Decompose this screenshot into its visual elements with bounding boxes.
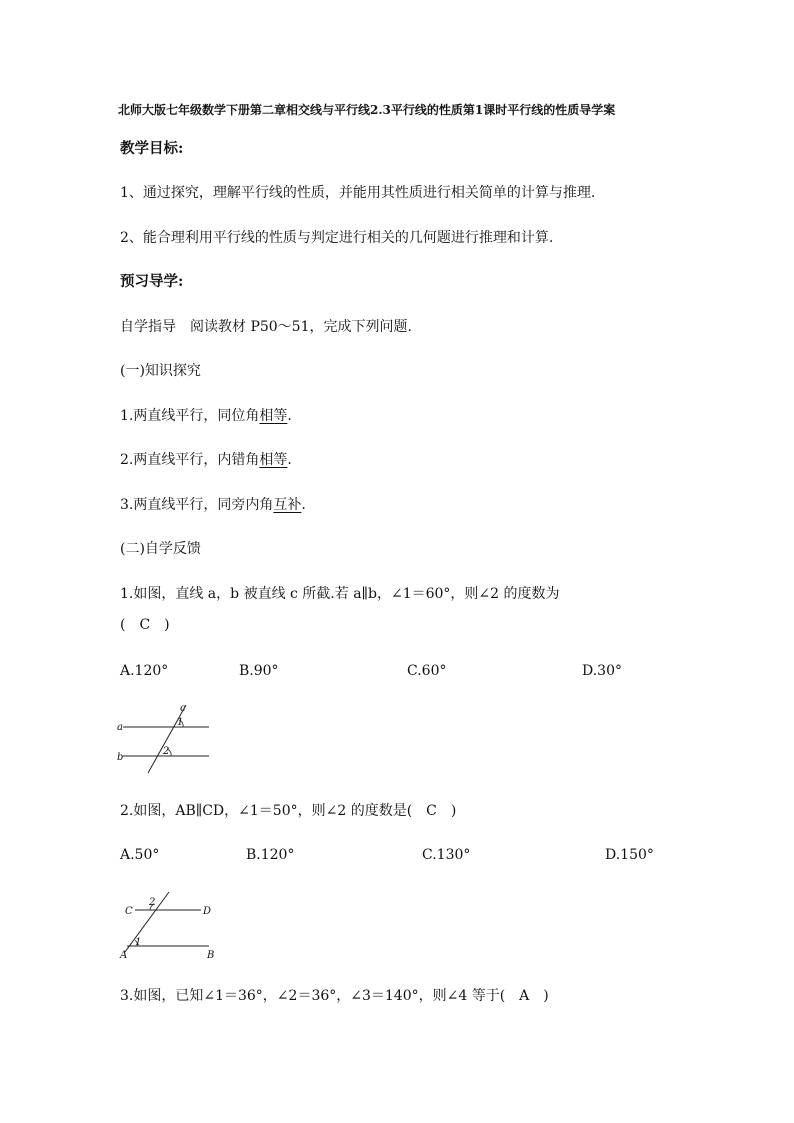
knowledge-item-text: 1.两直线平行，同位角 <box>120 408 260 424</box>
knowledge-item-answer: 互补 <box>273 497 302 513</box>
goal-item-2: 2、能合理利用平行线的性质与判定进行相关的几何题进行推理和计算. <box>120 230 554 246</box>
q1-option-d: D.30° <box>582 663 622 679</box>
preview-heading: 预习导学: <box>120 273 184 290</box>
label-b: B <box>207 950 215 961</box>
q2-option-b: B.120° <box>246 847 295 863</box>
feedback-section-heading: (二)自学反馈 <box>120 541 201 557</box>
q1-option-b: B.90° <box>239 663 279 679</box>
document-title: 北师大版七年级数学下册第二章相交线与平行线2.3平行线的性质第1课时平行线的性质导学案 <box>118 103 616 117</box>
q2-figure <box>115 888 220 963</box>
q2-option-c: C.130° <box>422 847 471 863</box>
label-a: a <box>117 722 123 733</box>
q3-stem: 3.如图，已知∠1＝36°，∠2＝36°，∠3＝140°，则∠4 等于( A ) <box>120 988 549 1004</box>
q1-option-c: C.60° <box>407 663 447 679</box>
label-angle-2: 2 <box>149 897 156 908</box>
label-angle-1: 1 <box>177 717 184 728</box>
label-b: b <box>117 752 124 763</box>
knowledge-item-2 <box>120 451 292 469</box>
knowledge-item-period: . <box>301 497 306 513</box>
q1-stem: 1.如图，直线 a，b 被直线 c 所截.若 a∥b，∠1＝60°，则∠2 的度数为 <box>120 586 560 602</box>
label-angle-2: 2 <box>163 746 170 757</box>
line-c <box>148 705 186 773</box>
transversal <box>125 892 169 952</box>
q1-figure <box>115 700 215 778</box>
q1-option-a: A.120° <box>120 663 169 679</box>
knowledge-item-1 <box>120 407 292 425</box>
knowledge-item-text: 3.两直线平行，同旁内角 <box>120 497 274 513</box>
q2-option-a: A.50° <box>120 847 160 863</box>
label-d: D <box>203 906 212 917</box>
goal-item-1: 1、通过探究，理解平行线的性质，并能用其性质进行相关简单的计算与推理. <box>120 185 596 201</box>
q2-option-d: D.150° <box>605 847 654 863</box>
label-c: c <box>180 703 186 714</box>
knowledge-item-3 <box>120 496 306 514</box>
q1-answer: ( C ) <box>120 617 170 633</box>
knowledge-item-text: 2.两直线平行，内错角 <box>120 452 260 468</box>
label-a: A <box>120 950 128 961</box>
knowledge-item-period: . <box>287 408 292 424</box>
knowledge-item-period: . <box>287 452 292 468</box>
knowledge-section-heading: (一)知识探究 <box>120 363 201 379</box>
q2-stem: 2.如图，AB∥CD，∠1＝50°，则∠2 的度数是( C ) <box>120 803 457 819</box>
goals-heading: 教学目标: <box>120 140 184 157</box>
label-c: C <box>125 906 133 917</box>
knowledge-item-answer: 相等 <box>259 452 288 468</box>
label-angle-1: 1 <box>135 937 142 948</box>
knowledge-item-answer: 相等 <box>259 408 288 424</box>
self-study-guide: 自学指导 阅读教材 P50～51，完成下列问题. <box>120 319 412 335</box>
